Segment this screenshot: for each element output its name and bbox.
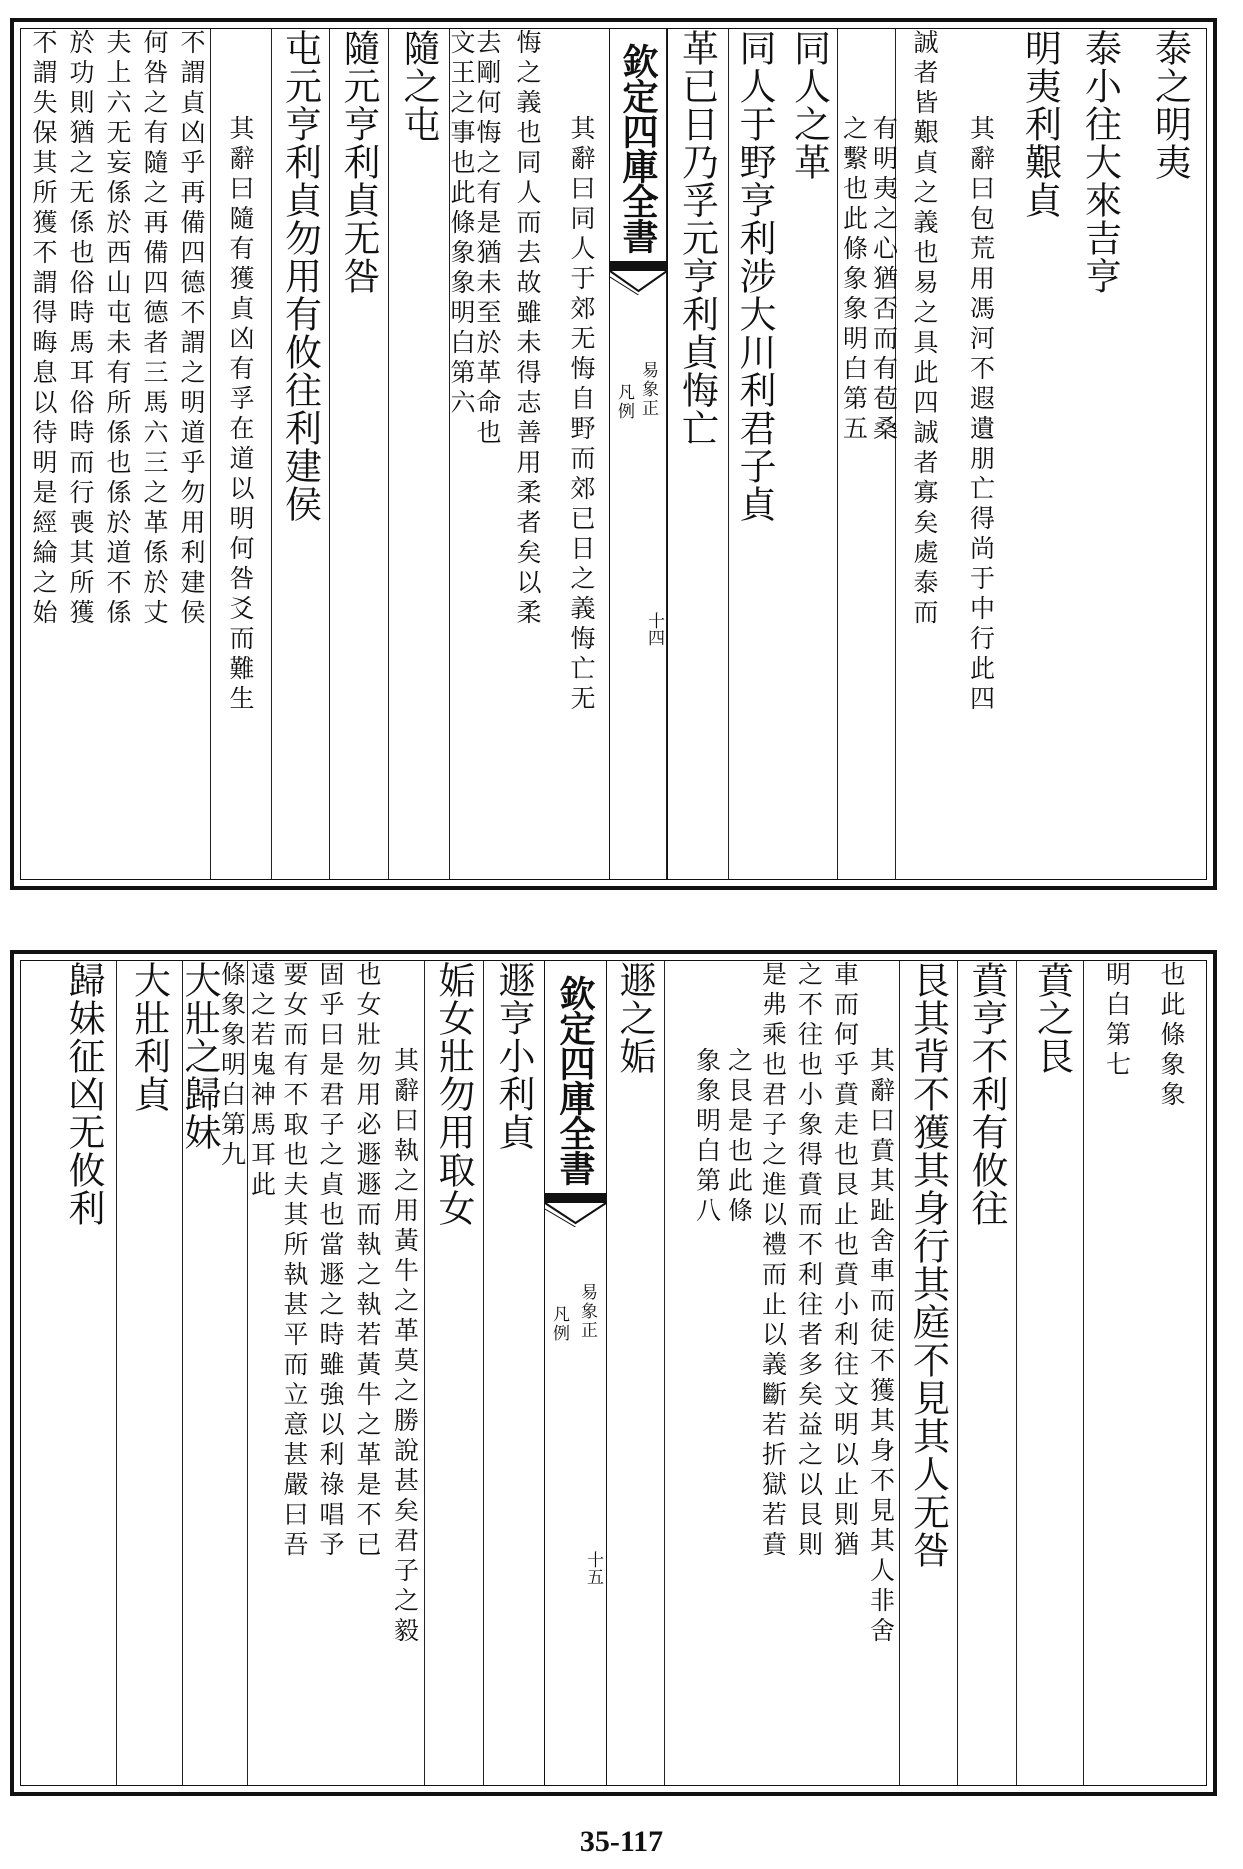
column [898, 29, 951, 879]
column [755, 961, 791, 1785]
column-text: 也此條象象 [1157, 961, 1186, 1111]
top-page-frame [20, 28, 1207, 880]
fishtail-ornament [545, 1193, 606, 1227]
column-text: 姤女壯勿用取女 [432, 961, 475, 1227]
top-page [10, 18, 1217, 890]
section-name: 凡例 [549, 1305, 569, 1343]
column-text: 條象象明白第九 [217, 961, 247, 1171]
column [1087, 961, 1147, 1785]
column-text: 賁之艮 [1030, 961, 1074, 1075]
column-text: 其辭曰賁其趾舍車而徒不獲其身不見其人非舍 [866, 1047, 896, 1647]
column-text: 不謂貞凶乎再備四德不謂之明道乎勿用利建侯 [177, 29, 206, 629]
column-text: 屯元亨利貞勿用有攸往利建侯 [278, 29, 322, 523]
column-text: 賁亨不利有攸往 [965, 961, 1008, 1227]
column [554, 29, 609, 879]
center-fold [544, 961, 607, 1785]
column-text: 艮其背不獲其身行其庭不見其人无咎 [906, 961, 950, 1569]
center-fold [609, 29, 668, 879]
column-text: 其辭曰包荒用馮河不遐遺朋亡得尚于中行此四 [966, 115, 996, 715]
column-text: 不謂失保其所獲不謂得晦息以待明是經綸之始 [29, 29, 58, 629]
column [1131, 29, 1209, 879]
column-text: 大壯利貞 [127, 961, 171, 1113]
column-text: 也女壯勿用必遯遯而執之執若黃牛之革是不已 [353, 961, 382, 1561]
column-text: 革已日乃孚元亨利貞悔亡 [675, 29, 719, 447]
column [424, 961, 483, 1785]
column-text: 於功則猶之无係也俗時馬耳俗時而行喪其所獲 [66, 29, 95, 629]
column [691, 961, 723, 1785]
fishtail-ornament [610, 261, 667, 295]
column [136, 29, 173, 879]
column [99, 29, 136, 879]
column [723, 961, 755, 1785]
folio-number: 十五 [583, 1551, 603, 1585]
column [1069, 29, 1131, 879]
column-text: 其辭曰同人于郊无悔自野而郊已日之義悔亡无 [567, 115, 596, 715]
column-text: 有明夷之心猶否而有苞桑 [869, 115, 899, 445]
column [386, 961, 424, 1785]
column [210, 29, 271, 879]
column-text: 泰之明夷 [1148, 29, 1192, 181]
column-text: 歸妹征凶无攸利 [62, 961, 105, 1227]
column-text: 固乎曰是君子之貞也當遯之時雖強以利祿唱予 [316, 961, 345, 1561]
column [1147, 961, 1196, 1785]
column [247, 961, 277, 1785]
column [449, 29, 474, 879]
column [605, 961, 664, 1785]
column [483, 961, 544, 1785]
volume-name: 易象正 [638, 361, 658, 418]
column-text: 之不往也小象得賁而不利往者多矣益之以艮則 [794, 961, 824, 1561]
column [271, 29, 329, 879]
column [474, 29, 501, 879]
column-text: 去剛何悔之有是猶未至於革命也 [473, 29, 502, 449]
column-text: 遠之若鬼神馬耳此 [247, 961, 277, 1201]
column [173, 29, 210, 879]
column-text: 其辭曰執之用黃牛之革莫之勝說甚矣君子之毅 [390, 1047, 420, 1647]
column [116, 961, 182, 1785]
column [1011, 29, 1069, 879]
column-text: 同人之革 [787, 29, 831, 181]
column [951, 29, 1011, 879]
column-text: 其辭曰隨有獲貞凶有孚在道以明何咎爻而難生 [226, 115, 255, 715]
column [827, 961, 863, 1785]
center-title: 欽定四庫全書 [554, 975, 596, 1185]
column-text: 象象明白第八 [692, 1047, 722, 1227]
column-text: 車而何乎賁走也艮止也賁小利往文明以止則猶 [830, 961, 860, 1561]
center-title: 欽定四庫全書 [617, 43, 659, 253]
column-text: 文王之事也此條象象明白第六 [447, 29, 476, 419]
column-text: 夫上六无妄係於西山屯未有所係也係於道不係 [103, 29, 132, 629]
column-text: 明夷利艱貞 [1018, 29, 1062, 219]
column-text: 誠者皆艱貞之義也易之具此四誠者寡矣處泰而 [910, 29, 939, 629]
column-text: 泰小往大來吉亨 [1078, 29, 1122, 295]
column [25, 29, 62, 879]
column [51, 961, 116, 1785]
column [501, 29, 554, 879]
page-number: 35-117 [579, 1825, 664, 1858]
column-text: 大壯之歸妹 [178, 961, 221, 1151]
bottom-page [10, 950, 1217, 1796]
column-text: 是弗乘也君子之進以禮而止以義斷若折獄若賁 [758, 961, 788, 1561]
column-text: 悔之義也同人而去故雖未得志善用柔者矣以柔 [513, 29, 542, 629]
column-text: 何咎之有隨之再備四德者三馬六三之革係於丈 [140, 29, 169, 629]
column [217, 961, 247, 1785]
column [329, 29, 388, 879]
column [1021, 961, 1083, 1785]
column [349, 961, 386, 1785]
column-text: 要女而有不取也夫其所執甚平而立意甚嚴曰吾 [280, 961, 309, 1561]
column [869, 29, 899, 879]
column-text: 遯亨小利貞 [492, 961, 535, 1151]
column [666, 29, 728, 879]
section-name: 凡例 [614, 383, 634, 421]
folio-number: 十四 [644, 612, 664, 646]
column [388, 29, 449, 879]
column [899, 961, 957, 1785]
column [863, 961, 899, 1785]
column [839, 29, 869, 879]
column [781, 29, 837, 879]
column-text: 同人于野亨利涉大川利君子貞 [733, 29, 776, 523]
column-text: 之艮是也此條 [724, 1047, 754, 1227]
column [62, 29, 99, 879]
volume-name: 易象正 [577, 1283, 597, 1340]
column [957, 961, 1016, 1785]
column-text: 遯之姤 [613, 961, 656, 1075]
bottom-page-frame [20, 960, 1207, 1786]
column-text: 之繫也此條象象明白第五 [839, 115, 869, 445]
column [791, 961, 827, 1785]
column [178, 961, 221, 1785]
column [277, 961, 312, 1785]
column-text: 明白第七 [1102, 961, 1132, 1081]
column [728, 29, 781, 879]
column [312, 961, 349, 1785]
column-text: 隨之屯 [397, 29, 440, 143]
column-text: 隨元亨利貞无咎 [337, 29, 380, 295]
